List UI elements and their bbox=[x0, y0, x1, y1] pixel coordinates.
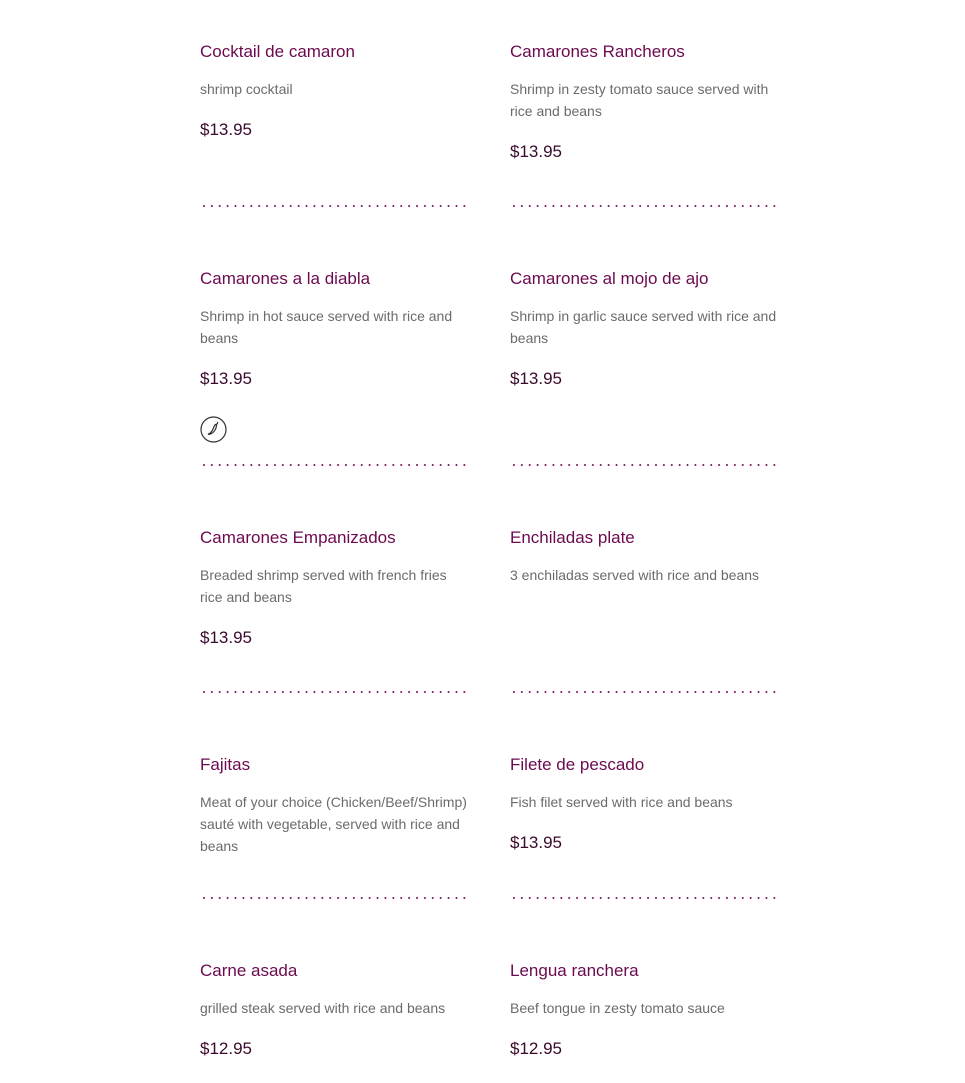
item-price: $13.95 bbox=[510, 142, 562, 161]
item-description: Shrimp in hot sauce served with rice and beans bbox=[200, 308, 453, 346]
item-price: $13.95 bbox=[200, 120, 252, 139]
item-name[interactable]: Camarones Rancheros bbox=[510, 42, 685, 61]
item-divider bbox=[200, 896, 470, 900]
item-divider bbox=[200, 690, 470, 694]
item-name[interactable]: Camarones al mojo de ajo bbox=[510, 269, 709, 288]
menu-item bbox=[200, 42, 470, 222]
item-price: $13.95 bbox=[200, 628, 252, 647]
item-divider bbox=[200, 204, 470, 208]
item-name[interactable]: Lengua ranchera bbox=[510, 961, 639, 980]
menu-item bbox=[200, 755, 470, 935]
chili-pepper-icon bbox=[200, 416, 227, 443]
item-description: Breaded shrimp served with french fries rice and beans bbox=[200, 567, 447, 605]
item-name[interactable]: Camarones a la diabla bbox=[200, 269, 371, 288]
item-description: shrimp cocktail bbox=[200, 81, 293, 97]
menu-item bbox=[200, 528, 470, 708]
item-price: $13.95 bbox=[510, 833, 562, 852]
item-name[interactable]: Filete de pescado bbox=[510, 755, 645, 774]
menu-item bbox=[510, 269, 780, 479]
item-description: Meat of your choice (Chicken/Beef/Shrimp) sauté with vegetable, served with rice and beans bbox=[200, 794, 467, 854]
item-name[interactable]: Fajitas bbox=[200, 755, 251, 774]
item-price: $13.95 bbox=[200, 369, 252, 388]
item-price: $12.95 bbox=[510, 1039, 562, 1058]
item-divider bbox=[510, 463, 780, 467]
item-description: Shrimp in zesty tomato sauce served with rice and beans bbox=[510, 81, 769, 119]
item-description: 3 enchiladas served with rice and beans bbox=[510, 567, 760, 583]
menu-item bbox=[200, 269, 470, 479]
menu-item bbox=[510, 755, 780, 935]
item-description: Beef tongue in zesty tomato sauce bbox=[510, 1000, 725, 1016]
item-name[interactable]: Carne asada bbox=[200, 961, 298, 980]
item-description: Shrimp in garlic sauce served with rice and beans bbox=[510, 308, 777, 346]
menu-item bbox=[510, 528, 780, 708]
item-price: $13.95 bbox=[510, 369, 562, 388]
item-description: grilled steak served with rice and beans bbox=[200, 1000, 446, 1016]
item-price: $12.95 bbox=[200, 1039, 252, 1058]
menu-item bbox=[510, 961, 780, 1071]
menu-item bbox=[510, 42, 780, 222]
item-divider bbox=[200, 463, 470, 467]
menu-item bbox=[200, 961, 470, 1071]
item-divider bbox=[510, 896, 780, 900]
item-name[interactable]: Camarones Empanizados bbox=[200, 528, 396, 547]
item-divider bbox=[510, 204, 780, 208]
item-name[interactable]: Cocktail de camaron bbox=[200, 42, 355, 61]
item-divider bbox=[510, 690, 780, 694]
item-description: Fish filet served with rice and beans bbox=[510, 794, 733, 810]
item-name[interactable]: Enchiladas plate bbox=[510, 528, 635, 547]
